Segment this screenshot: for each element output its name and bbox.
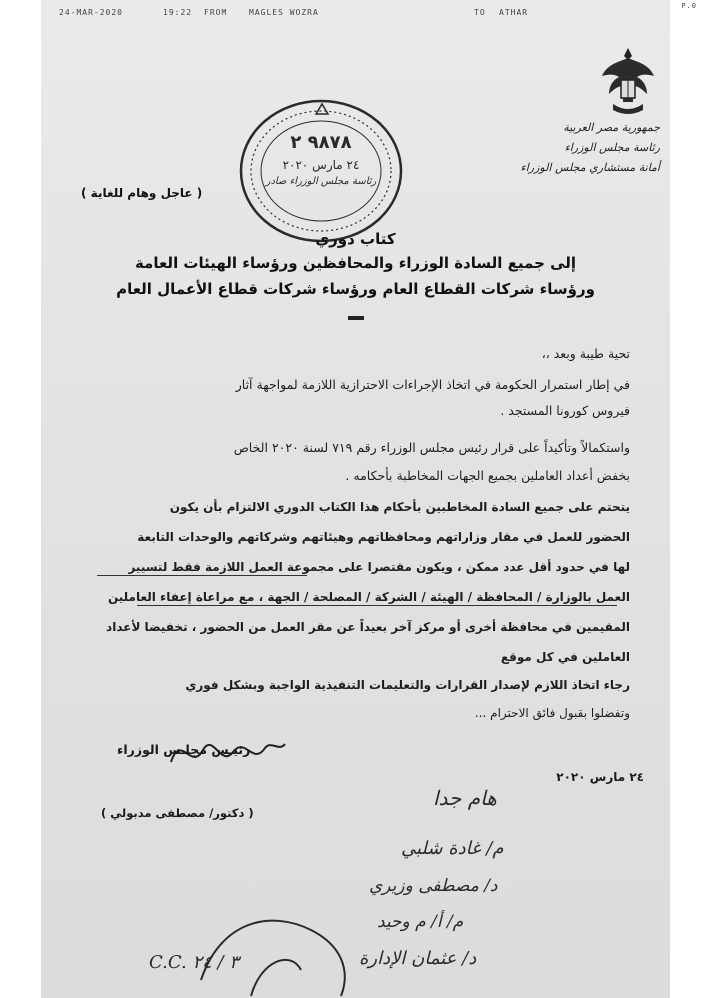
handwritten-note-line: د/ عثمان الإدارة: [359, 948, 477, 969]
fax-from-label: FROM: [204, 8, 228, 17]
paragraph-line: فيروس كورونا المستجد .: [500, 403, 630, 418]
handwritten-note-line: م/ أ/ م وحيد: [377, 912, 464, 932]
stamp-number: ٩٨٧٨ ٢: [290, 132, 352, 153]
stamp-date: ٢٤ مارس ٢٠٢٠: [282, 158, 360, 172]
circular-title: كتاب دوري: [315, 230, 396, 248]
pen-scribble-icon: [191, 900, 371, 998]
letterhead-department: أمانة مستشاري مجلس الوزراء: [520, 161, 660, 174]
closing-line: وتفضلوا بقبول فائق الاحترام ...: [474, 706, 630, 720]
urgent-label: ( عاجل وهام للغاية ): [81, 186, 203, 200]
fax-recipient: ATHAR: [499, 8, 529, 17]
scan-margin-left: [0, 0, 41, 998]
signatory-title: رئيـس مجلـس الوزراء: [117, 742, 251, 757]
incoming-stamp: [236, 96, 406, 246]
paragraph-line: المقيمين في محافظة أخرى أو مركز آخر بعيداً عن مقر العمل من الحضور ، تخفيضا لأعداد: [106, 620, 630, 634]
paragraph-context: [70, 372, 630, 424]
signatory-name: ( دكتور/ مصطفى مدبولي ): [101, 806, 254, 820]
document-date: ٢٤ مارس ٢٠٢٠: [556, 770, 644, 784]
handwritten-note-important: هام جدا: [433, 786, 497, 810]
paragraph-line: بخفض أعداد العاملين بجميع الجهات المخاطبة بأحكامه .: [345, 468, 630, 483]
paragraph-reference: [70, 434, 630, 490]
fax-sender: MAGLES WOZRA: [249, 8, 319, 17]
handwritten-underline: [97, 575, 307, 576]
fax-to-label: TO: [474, 8, 486, 17]
paragraph-line: الحضور للعمل في مقار وزاراتهم ومحافظاتهم وهيئاتهم وشركاتهم والوحدات التابعة: [137, 530, 630, 544]
handwritten-cc: C.C. ٣ / ٢٤: [149, 952, 239, 973]
greeting: تحية طيبة وبعد ،،: [541, 346, 630, 361]
handwritten-underline: [137, 605, 617, 606]
addressee-line-2: ورؤساء شركات القطاع العام ورؤساء شركات قطاع الأعمال العام: [116, 280, 595, 298]
eagle-emblem-icon: [599, 44, 657, 120]
paragraph-line: في إطار استمرار الحكومة في اتخاذ الإجراءات الاحترازية اللازمة لمواجهة آثار: [235, 377, 630, 392]
letterhead-country: جمهورية مصر العربية: [563, 121, 660, 134]
fax-page-number: P.0: [681, 2, 697, 10]
scan-margin-right: [670, 0, 718, 998]
paragraph-directive: [70, 492, 630, 672]
paragraph-line: العاملين في كل موقع: [500, 650, 630, 664]
separator-dash: [348, 316, 364, 320]
stamp-label: رئاسة مجلس الوزراء صادر: [265, 176, 377, 187]
paragraph-line: واستكمالاً وتأكيداً على قرار رئيس مجلس الوزراء رقم ٧١٩ لسنة ٢٠٢٠ الخاص: [233, 440, 630, 455]
paragraph-line: لها في حدود أقل عدد ممكن ، ويكون مقتصرا على مجموعة العمل اللازمة فقط لتسيير: [128, 560, 630, 574]
paragraph-line: يتحتم على جميع السادة المخاطبين بأحكام هذا الكتاب الدوري الالتزام بأن يكون: [169, 500, 630, 514]
document-page: [41, 0, 697, 998]
handwritten-note-line: د/ مصطفى وزيري: [369, 876, 498, 896]
fax-time: 19:22: [163, 8, 193, 17]
title-block: [41, 228, 670, 320]
addressee-line-1: إلى جميع السادة الوزراء والمحافظين ورؤساء الهيئات العامة: [134, 254, 577, 272]
letterhead: [510, 118, 660, 178]
paragraph-line: العمل بالوزارة / المحافظة / الهيئة / الشركة / المصلحة / الجهة ، مع مراعاة إعفاء العاملين: [107, 590, 630, 604]
paragraph-request: رجاء اتخاذ اللازم لإصدار القرارات والتعليمات التنفيذية الواجبة وبشكل فوري: [185, 678, 630, 692]
letterhead-office: رئاسة مجلس الوزراء: [564, 141, 660, 154]
handwritten-note-line: م/ غادة شلبي: [401, 838, 504, 859]
fax-date: 24-MAR-2020: [59, 8, 123, 17]
